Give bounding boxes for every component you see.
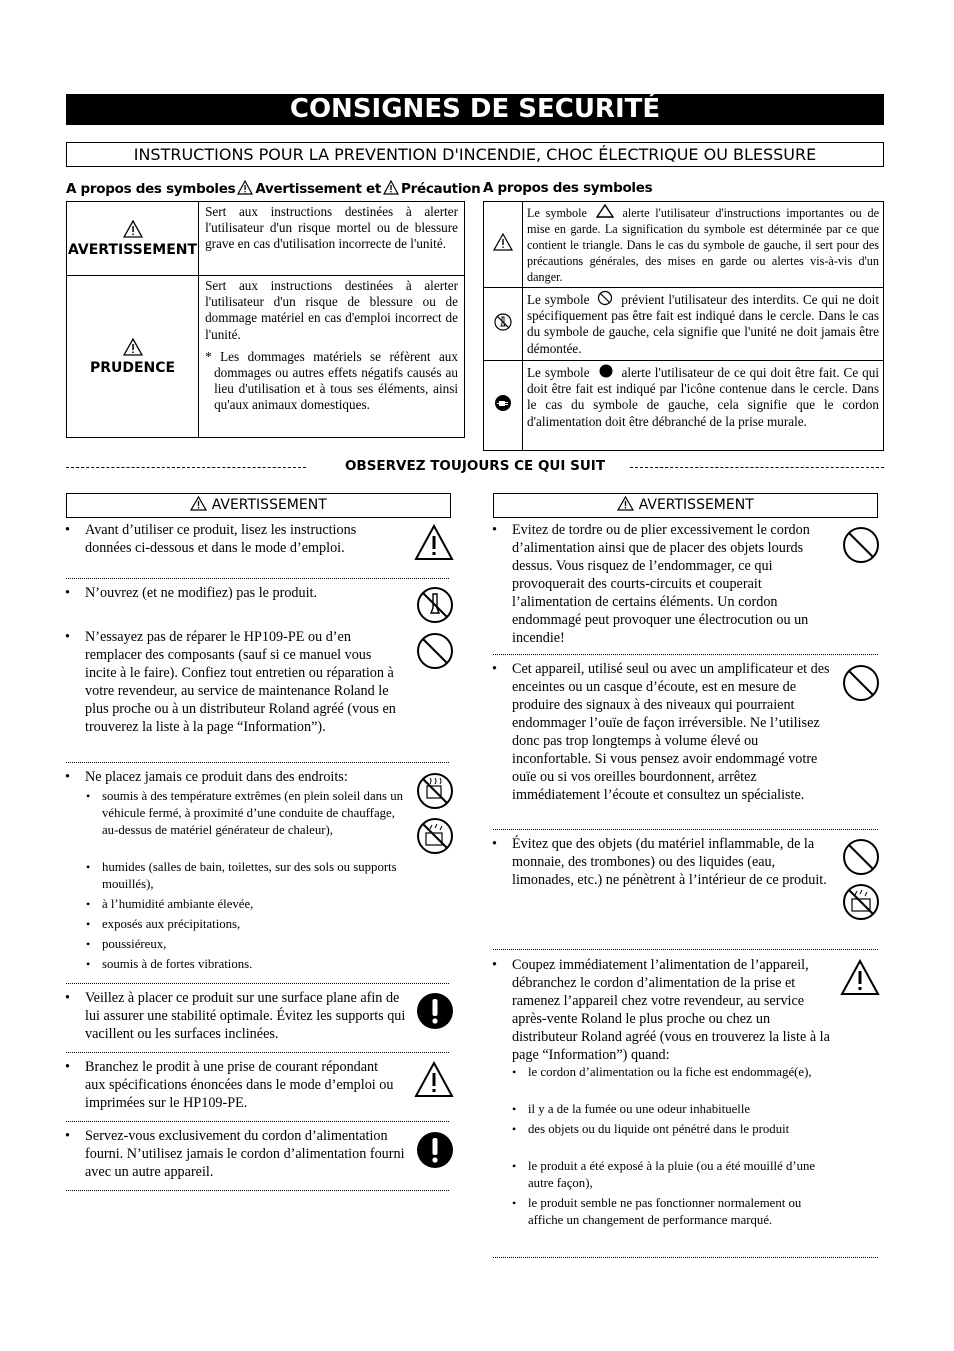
prohibition-icon xyxy=(416,632,454,670)
mandatory-icon xyxy=(416,1131,454,1169)
no-heat-icon xyxy=(416,772,454,810)
sub-list-item-text: exposés aux précipitations, xyxy=(102,917,241,931)
divider xyxy=(66,1121,449,1122)
warning-triangle-icon xyxy=(840,959,880,996)
no-water-icon xyxy=(416,817,454,855)
sub-list-item xyxy=(512,1195,817,1229)
warning-triangle-icon xyxy=(123,338,143,356)
bullet: • xyxy=(86,860,91,874)
page-title: CONSIGNES DE SECURITÉ xyxy=(66,94,884,125)
left-heading-part2: Avertissement et xyxy=(255,181,382,197)
caution-label: PRUDENCE xyxy=(89,359,176,376)
sub-list-item xyxy=(86,896,406,913)
bullet: • xyxy=(512,1196,517,1210)
prohibition-icon xyxy=(842,838,880,876)
sub-list-item-text: humides (salles de bain, toilettes, sur des sols ou supports mouillés), xyxy=(102,860,397,891)
symbol-prohibition-description xyxy=(523,288,884,361)
list-item-text: Cet appareil, utilisé seul ou avec un amplificateur et des enceintes ou un casque d’écoute, est en mesure de produire des signaux à des niveaux qui pourraient endommager l’ouïe de façon irréversible. Ne l’utilisez donc pas trop longtemps à volume élevé ou inconfortable. Si vous pensez avoir endommagé votre ouïe ou si vos oreilles bourdonnent, arrêtez immédiatement l’écoute et consultez un spécialiste. xyxy=(512,661,830,803)
list-item-text: Ne placez jamais ce produit dans des endroits: xyxy=(85,769,348,785)
symbol-triangle-description xyxy=(523,202,884,288)
divider xyxy=(66,1052,449,1053)
bullet: • xyxy=(512,1122,517,1136)
list-item-text: Evitez de tordre ou de plier excessivement le cordon d’alimentation ainsi que de placer des objets lourds dessus. Vous risquez de l’endommager, ce qui provoquerait des courts-circuits et couperait l’alimentation de certains éléments. Un cordon endommagé peut provoquer une électrocution ou un incendie! xyxy=(512,522,810,646)
warning-triangle-icon xyxy=(190,496,207,511)
sub-list-item xyxy=(512,1064,812,1081)
bullet: • xyxy=(492,661,497,677)
symbols-meaning-table xyxy=(66,201,465,438)
list-item xyxy=(492,835,837,889)
right-warning-header xyxy=(493,493,878,518)
list-item-text: Évitez que des objets (du matériel inflammable, de la monnaie, des trombones) ou des liquides (eau, limonades, etc.) ne pénètrent à l’intérieur de ce produit. xyxy=(512,836,827,888)
warning-triangle-icon xyxy=(237,180,253,199)
unplug-icon xyxy=(493,393,513,413)
symbol-text-before: Le symbole xyxy=(527,206,587,220)
warning-triangle-icon xyxy=(617,496,634,511)
list-item xyxy=(65,1127,410,1181)
symbol-text-after: prévient l'utilisateur des interdits. Ce qui ne doit spécifiquement pas être fait est indiqué dans le cercle. Dans le cas du symbole de gauche, cela signifie que l'unité ne doit jamais être démontée. xyxy=(527,292,879,356)
divider xyxy=(493,949,878,950)
sub-list-item-text: il y a de la fumée ou une odeur inhabituelle xyxy=(528,1102,751,1116)
list-item xyxy=(492,660,837,804)
warning-triangle-icon xyxy=(383,180,399,199)
symbol-text-after: alerte l'utilisateur d'instructions importantes ou de mise en garde. La signification du symbole est déterminée par ce que contient le triangle. Dans le cas du symbole de gauche, il sert pour des précautions générales, des mises en garde ou alertes vis-à-vis d'un danger. xyxy=(527,206,880,284)
list-item-text: N’ouvrez (et ne modifiez) pas le produit. xyxy=(85,585,318,601)
sub-list-item-text: soumis à de fortes vibrations. xyxy=(102,957,253,971)
divider xyxy=(66,1190,449,1191)
no-disassembly-icon xyxy=(493,312,513,332)
warning-triangle-icon xyxy=(414,524,454,561)
left-heading-part3: Précaution xyxy=(401,181,481,197)
bullet: • xyxy=(65,769,70,785)
left-heading-part1: A propos des symboles xyxy=(66,181,236,197)
warning-triangle-icon xyxy=(414,1061,454,1098)
sub-list-item xyxy=(86,916,406,933)
list-item xyxy=(65,521,400,557)
divider xyxy=(66,762,449,763)
sub-list-item xyxy=(86,788,406,839)
right-table-heading: A propos des symboles xyxy=(483,180,653,196)
prohibition-icon xyxy=(842,664,880,702)
list-item xyxy=(492,521,854,647)
no-liquid-icon xyxy=(842,883,880,921)
page-subtitle: INSTRUCTIONS POUR LA PREVENTION D'INCENDIE, CHOC ÉLECTRIQUE OU BLESSURE xyxy=(66,142,884,167)
divider xyxy=(493,654,878,655)
caution-description-cell xyxy=(199,276,465,438)
sub-list-item xyxy=(512,1101,812,1118)
bullet: • xyxy=(86,957,91,971)
bullet: • xyxy=(65,522,70,538)
bullet: • xyxy=(86,789,91,803)
bullet: • xyxy=(512,1102,517,1116)
mandatory-dot-icon xyxy=(598,363,614,379)
mandatory-icon xyxy=(416,992,454,1030)
sub-list-item-text: le produit semble ne pas fonctionner normalement ou affiche un changement de performance marqué. xyxy=(528,1196,802,1227)
bullet: • xyxy=(492,957,497,973)
list-item xyxy=(65,1058,400,1112)
symbol-cell xyxy=(484,361,523,451)
left-table-heading xyxy=(66,180,480,199)
sub-list-item xyxy=(512,1121,812,1138)
sub-list-item xyxy=(86,956,406,973)
list-item-text: Branchez le prodit à une prise de courant répondant aux spécifications énoncées dans le mode d’emploi ou imprimées sur le HP109-PE. xyxy=(85,1059,394,1111)
divider xyxy=(66,578,449,579)
observe-divider xyxy=(66,458,884,478)
list-item xyxy=(492,956,837,1064)
list-item-text: N’essayez pas de réparer le HP109-PE ou d’en remplacer des composants (sauf si ce manuel vous incite à le faire). Confiez tout entretien ou réparation à votre revendeur, au service de maintenance Roland le plus proche ou à un distributeur Roland agréé (vous en trouverez la liste à la page “Information”). xyxy=(85,629,396,735)
symbol-text-before: Le symbole xyxy=(527,365,590,380)
prohibition-icon xyxy=(842,526,880,564)
bullet: • xyxy=(65,1128,70,1144)
list-item-text: Veillez à placer ce produit sur une surface plane afin de lui assurer une stabilité optimale. Évitez les supports qui vacillent ou les surfaces inclinées. xyxy=(85,990,406,1042)
bullet: • xyxy=(86,917,91,931)
warning-description: Sert aux instructions destinées à alerter l'utilisateur d'un risque mortel ou de blessure grave en cas d'utilisation incorrecte de l'unité. xyxy=(199,202,465,276)
right-warning-header-label: AVERTISSEMENT xyxy=(638,497,754,513)
symbol-text-after: alerte l'utilisateur de ce qui doit être fait. Ce qui doit être fait est indiqué par l'icône contenue dans le cercle. Dans le cas du symbole de gauche, cela signifie que le cordon d'alimentation doit être débranché de la prise murale. xyxy=(527,365,880,429)
prohibition-circle-icon xyxy=(597,290,613,306)
sub-list-item xyxy=(86,859,406,893)
list-item-text: Servez-vous exclusivement du cordon d’alimentation fourni. N’utilisez jamais le cordon d’alimentation fourni avec un autre appareil. xyxy=(85,1128,405,1180)
divider xyxy=(66,983,449,984)
sub-list-item xyxy=(512,1158,817,1192)
warning-label-cell xyxy=(67,202,199,276)
list-item-text: Coupez immédiatement l’alimentation de l’appareil, débranchez le cordon d’alimentation de la prise et ramenez l’appareil chez votre revendeur, au service après-vente Roland le plus proche ou chez un distributeur Roland agréé (vous en trouverez la liste à la page “Information”) quand: xyxy=(512,957,830,1063)
sub-list-item-text: à l’humidité ambiante élevée, xyxy=(102,897,254,911)
symbol-mandatory-description xyxy=(523,361,884,451)
warning-label: AVERTISSEMENT xyxy=(68,241,198,258)
sub-list-item-text: poussiéreux, xyxy=(102,937,167,951)
bullet: • xyxy=(86,897,91,911)
symbol-cell xyxy=(484,202,523,288)
left-warning-header-label: AVERTISSEMENT xyxy=(211,497,327,513)
bullet: • xyxy=(86,937,91,951)
no-disassembly-icon xyxy=(416,586,454,624)
warning-triangle-icon xyxy=(123,220,143,238)
symbol-text-before: Le symbole xyxy=(527,292,590,307)
caution-description: Sert aux instructions destinées à alerter l'utilisateur d'un risque de blessure ou de dommage matériel en cas d'emploi incorrect de l'unité. xyxy=(205,278,458,342)
bullet: • xyxy=(65,585,70,601)
symbol-cell xyxy=(484,288,523,361)
list-item xyxy=(65,989,410,1043)
divider xyxy=(493,1257,878,1258)
bullet: • xyxy=(65,629,70,645)
sub-list-item-text: soumis à des température extrêmes (en plein soleil dans un véhicule fermé, à proximité d’une conduite de chauffage, au-dessus de matériel générateur de chaleur), xyxy=(102,789,403,837)
bullet: • xyxy=(492,836,497,852)
symbols-explanation-table xyxy=(483,201,884,451)
list-item xyxy=(65,584,400,602)
list-item xyxy=(65,768,400,786)
sub-list-item-text: des objets ou du liquide ont pénétré dans le produit xyxy=(528,1122,790,1136)
bullet: • xyxy=(512,1065,517,1079)
caution-label-cell xyxy=(67,276,199,438)
list-item xyxy=(65,628,400,736)
sub-list-item xyxy=(86,936,406,953)
triangle-symbol-icon xyxy=(596,204,614,218)
bullet: • xyxy=(512,1159,517,1173)
sub-list-item-text: le cordon d’alimentation ou la fiche est endommagé(e), xyxy=(528,1065,812,1079)
caution-note: * Les dommages matériels se réfèrent aux dommages ou autres effets négatifs causés au lieu d'utilisation et à tous ses éléments, ainsi qu'aux animaux domestiques. xyxy=(205,348,458,413)
warning-triangle-icon xyxy=(493,233,513,251)
divider xyxy=(493,829,878,830)
sub-list-item-text: le produit a été exposé à la pluie (ou a été mouillé d’une autre façon), xyxy=(528,1159,816,1190)
bullet: • xyxy=(65,990,70,1006)
observe-heading: OBSERVEZ TOUJOURS CE QUI SUIT xyxy=(344,458,606,474)
bullet: • xyxy=(492,522,497,538)
left-warning-header xyxy=(66,493,451,518)
bullet: • xyxy=(65,1059,70,1075)
list-item-text: Avant d’utiliser ce produit, lisez les instructions données ci-dessous et dans le mode d’emploi. xyxy=(85,522,357,556)
